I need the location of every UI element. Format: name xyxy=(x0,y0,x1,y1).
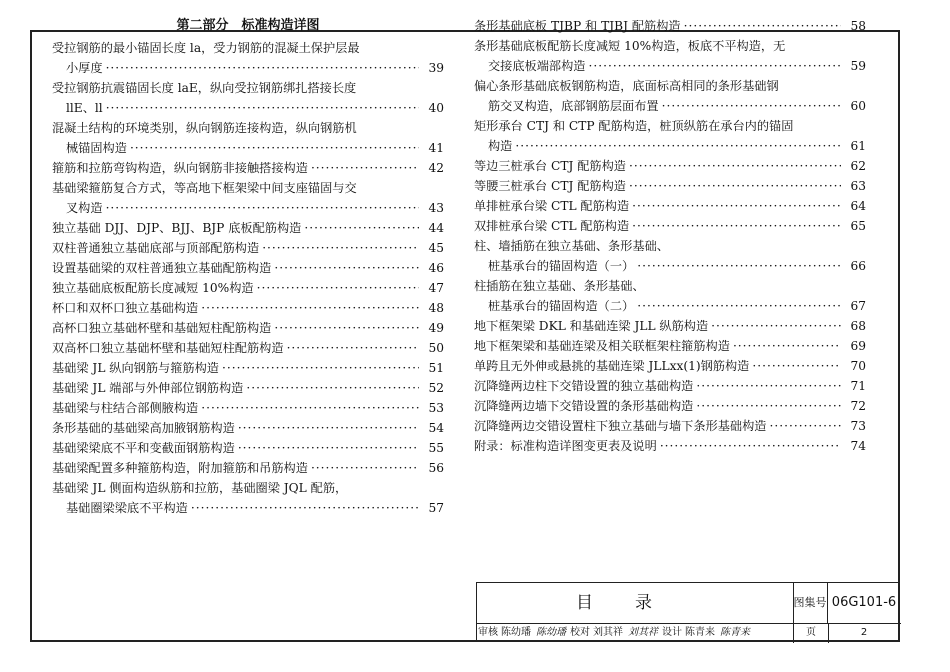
toc-page-number: 65 xyxy=(850,219,866,233)
toc-entry-last-line xyxy=(52,498,444,518)
toc-entry-last-line xyxy=(474,416,866,436)
toc-entry-last-line xyxy=(52,238,444,258)
toc-entry[interactable] xyxy=(52,258,444,278)
toc-entry-text: 等腰三桩承台 CTJ 配筋构造 xyxy=(474,179,626,193)
toc-page-number: 42 xyxy=(428,161,444,175)
title-block-title: 目录 xyxy=(477,583,794,624)
toc-entry[interactable] xyxy=(52,158,444,178)
leader-dots xyxy=(629,156,841,176)
toc-entry-last-line xyxy=(474,156,866,176)
toc-entry-last-line xyxy=(474,396,866,416)
leader-dots xyxy=(274,318,419,338)
toc-page-number: 48 xyxy=(428,301,444,315)
leader-dots xyxy=(130,138,419,158)
toc-page-number: 57 xyxy=(428,501,444,515)
toc-entry-last-line xyxy=(474,436,866,456)
toc-entry-last-line xyxy=(474,56,866,76)
leader-dots xyxy=(106,98,419,118)
toc-page-number: 40 xyxy=(428,101,444,115)
leader-dots xyxy=(106,198,419,218)
toc-entry-text: 桩基承台的锚固构造（二） xyxy=(488,299,635,313)
toc-entry-text: 独立基础底板配筋长度减短 10%构造 xyxy=(52,281,254,295)
toc-entry[interactable] xyxy=(52,478,444,518)
toc-entry-text: 柱、墙插筋在独立基础、条形基础、 xyxy=(474,239,669,253)
toc-entry-text: 柱插筋在独立基础、条形基础、 xyxy=(474,279,645,293)
toc-entry-last-line xyxy=(52,98,444,118)
leader-dots xyxy=(696,376,841,396)
leader-dots xyxy=(262,238,419,258)
leader-dots xyxy=(274,258,419,278)
toc-page-number: 73 xyxy=(850,419,866,433)
review-signature: 陈幼璠 xyxy=(536,627,566,638)
leader-dots xyxy=(257,278,419,298)
toc-entry[interactable] xyxy=(474,236,866,276)
toc-page-number: 41 xyxy=(428,141,444,155)
toc-entry-last-line xyxy=(52,278,444,298)
toc-entry-last-line xyxy=(474,196,866,216)
toc-entry-text: 筋交叉构造，底部钢筋层面布置 xyxy=(488,99,659,113)
toc-entry-text: 杯口和双杯口独立基础构造 xyxy=(52,301,199,315)
leader-dots xyxy=(246,378,419,398)
toc-page-number: 44 xyxy=(428,221,444,235)
leader-dots xyxy=(711,316,841,336)
toc-entry-text: 基础梁与柱结合部侧腋构造 xyxy=(52,401,199,415)
toc-entry[interactable] xyxy=(474,16,866,36)
toc-entry-text: 高杯口独立基础杯壁和基础短柱配筋构造 xyxy=(52,321,272,335)
toc-entry[interactable] xyxy=(52,418,444,438)
leader-dots xyxy=(696,396,841,416)
toc-entry-last-line xyxy=(52,318,444,338)
toc-entry[interactable] xyxy=(474,396,866,416)
toc-entry[interactable] xyxy=(52,178,444,218)
toc-entry[interactable] xyxy=(474,336,866,356)
toc-entry[interactable] xyxy=(474,436,866,456)
toc-page-number: 71 xyxy=(850,379,866,393)
leader-dots xyxy=(201,298,419,318)
toc-entry-last-line xyxy=(474,96,866,116)
toc-entry-last-line xyxy=(474,216,866,236)
toc-entry-text: 基础梁配置多种箍筋构造，附加箍筋和吊筋构造 xyxy=(52,461,308,475)
toc-entry-text: 设置基础梁的双柱普通独立基础配筋构造 xyxy=(52,261,272,275)
toc-entry-last-line xyxy=(52,198,444,218)
toc-entry[interactable] xyxy=(52,458,444,478)
toc-entry-text: 基础梁 JL 端部与外伸部位钢筋构造 xyxy=(52,381,244,395)
toc-entry[interactable] xyxy=(474,216,866,236)
toc-entry[interactable] xyxy=(474,76,866,116)
toc-entry-text: 沉降缝两边墙下交错设置的条形基础构造 xyxy=(474,399,694,413)
atlas-number: 06G101-6 xyxy=(827,583,901,624)
toc-entry-last-line xyxy=(52,338,444,358)
toc-entry-text: 条形基础底板配筋长度减短 10%构造，板底不平构造，无 xyxy=(474,39,786,53)
toc-entry-last-line xyxy=(474,136,866,156)
leader-dots xyxy=(684,16,841,36)
toc-entry-text: 独立基础 DJJ、DJP、BJJ、BJP 底板配筋构造 xyxy=(52,221,302,235)
toc-entry-text: 叉构造 xyxy=(66,201,103,215)
toc-entry-text: 双柱普通独立基础底部与顶部配筋构造 xyxy=(52,241,260,255)
toc-entry-last-line xyxy=(474,356,866,376)
toc-entry-last-line xyxy=(52,378,444,398)
toc-entry-text: 基础梁箍筋复合方式，等高地下框架梁中间支座锚固与交 xyxy=(52,181,357,195)
toc-page-number: 59 xyxy=(850,59,866,73)
toc-page-number: 58 xyxy=(850,19,866,33)
toc-entry-text: 双排桩承台梁 CTL 配筋构造 xyxy=(474,219,630,233)
title-block xyxy=(476,582,900,642)
toc-entry-text: 沉降缝两边交错设置柱下独立基础与墙下条形基础构造 xyxy=(474,419,767,433)
toc-entry[interactable] xyxy=(474,416,866,436)
toc-page-number: 39 xyxy=(428,61,444,75)
toc-entry-text: 单跨且无外伸或悬挑的基础连梁 JLLxx(1)钢筋构造 xyxy=(474,359,750,373)
toc-entry[interactable] xyxy=(52,238,444,258)
toc-entry[interactable] xyxy=(52,358,444,378)
toc-page-number: 49 xyxy=(428,321,444,335)
design-label: 设计 xyxy=(662,627,682,638)
toc-entry[interactable] xyxy=(474,116,866,156)
toc-entry-last-line xyxy=(52,138,444,158)
check-label: 校对 xyxy=(570,627,590,638)
leader-dots xyxy=(637,256,841,276)
leader-dots xyxy=(770,416,842,436)
leader-dots xyxy=(733,336,841,356)
leader-dots xyxy=(637,296,841,316)
toc-page-number: 54 xyxy=(428,421,444,435)
leader-dots xyxy=(660,436,841,456)
toc-entry-last-line xyxy=(474,296,866,316)
toc-entry[interactable] xyxy=(474,196,866,216)
toc-page-number: 53 xyxy=(428,401,444,415)
leader-dots xyxy=(238,418,419,438)
design-signature: 陈青来 xyxy=(720,627,750,638)
toc-entry-text: 附录：标准构造详图变更表及说明 xyxy=(474,439,657,453)
toc-page-number: 55 xyxy=(428,441,444,455)
toc-entry-text: 双高杯口独立基础杯壁和基础短柱配筋构造 xyxy=(52,341,284,355)
leader-dots xyxy=(632,216,841,236)
toc-page-number: 66 xyxy=(850,259,866,273)
toc-entry-text: 交接底板端部构造 xyxy=(488,59,586,73)
toc-entry-text: 单排桩承台梁 CTL 配筋构造 xyxy=(474,199,630,213)
toc-page-number: 47 xyxy=(428,281,444,295)
toc-entry[interactable] xyxy=(474,316,866,336)
toc-entry-text: 基础梁 JL 侧面构造纵筋和拉筋，基础圈梁 JQL 配筋， xyxy=(52,481,348,495)
leader-dots xyxy=(304,218,419,238)
toc-page-number: 67 xyxy=(850,299,866,313)
toc-entry-text: 基础梁 JL 纵向钢筋与箍筋构造 xyxy=(52,361,219,375)
leader-dots xyxy=(589,56,842,76)
toc-entry-text: 偏心条形基础底板钢筋构造，底面标高相同的条形基础钢 xyxy=(474,79,779,93)
toc-entry-last-line xyxy=(52,418,444,438)
toc-entry[interactable] xyxy=(52,378,444,398)
toc-page-number: 50 xyxy=(428,341,444,355)
toc-entry-last-line xyxy=(474,16,866,36)
toc-entry[interactable] xyxy=(52,298,444,318)
review-label: 审核 xyxy=(478,627,498,638)
toc-left-list xyxy=(52,38,444,518)
toc-entry-text: 小厚度 xyxy=(66,61,103,75)
toc-right-list xyxy=(474,16,866,456)
toc-entry-last-line xyxy=(52,58,444,78)
toc-entry-last-line xyxy=(474,376,866,396)
toc-entry-text: llE、ll xyxy=(66,101,103,115)
toc-entry-last-line xyxy=(52,358,444,378)
toc-entry[interactable] xyxy=(52,438,444,458)
toc-entry[interactable] xyxy=(52,118,444,158)
toc-entry[interactable] xyxy=(474,176,866,196)
leader-dots xyxy=(515,136,841,156)
toc-entry[interactable] xyxy=(474,356,866,376)
toc-entry-text: 沉降缝两边柱下交错设置的独立基础构造 xyxy=(474,379,694,393)
leader-dots xyxy=(222,358,419,378)
toc-entry[interactable] xyxy=(474,276,866,316)
toc-entry-text: 基础圈梁梁底不平构造 xyxy=(66,501,188,515)
toc-entry[interactable] xyxy=(474,36,866,76)
toc-page-number: 60 xyxy=(850,99,866,113)
toc-entry[interactable] xyxy=(474,156,866,176)
toc-entry-text: 地下框架梁和基础连梁及相关联框架柱箍筋构造 xyxy=(474,339,730,353)
toc-entry-text: 矩形承台 CTJ 和 CTP 配筋构造，桩顶纵筋在承台内的锚固 xyxy=(474,119,794,133)
leader-dots xyxy=(201,398,419,418)
toc-page-number: 72 xyxy=(850,399,866,413)
toc-entry-text: 地下框架梁 DKL 和基础连梁 JLL 纵筋构造 xyxy=(474,319,709,333)
toc-entry-text: 桩基承台的锚固构造（一） xyxy=(488,259,635,273)
toc-page-number: 56 xyxy=(428,461,444,475)
toc-entry-last-line xyxy=(52,258,444,278)
leader-dots xyxy=(106,58,419,78)
toc-left-column xyxy=(52,16,444,518)
toc-page-number: 43 xyxy=(428,201,444,215)
toc-page-number: 70 xyxy=(850,359,866,373)
toc-entry[interactable] xyxy=(52,218,444,238)
check-signature: 刘其祥 xyxy=(628,627,658,638)
toc-page-number: 63 xyxy=(850,179,866,193)
title-block-signature-row xyxy=(477,623,901,643)
toc-entry-last-line xyxy=(474,256,866,276)
toc-entry-text: 械锚固构造 xyxy=(66,141,127,155)
toc-entry-text: 基础梁梁底不平和变截面钢筋构造 xyxy=(52,441,235,455)
design-name: 陈青来 xyxy=(685,627,715,638)
toc-page-number: 74 xyxy=(850,439,866,453)
toc-page-number: 51 xyxy=(428,361,444,375)
leader-dots xyxy=(287,338,419,358)
leader-dots xyxy=(311,158,419,178)
leader-dots xyxy=(191,498,419,518)
toc-entry[interactable] xyxy=(52,278,444,298)
toc-entry-text: 混凝土结构的环境类别，纵向钢筋连接构造，纵向钢筋机 xyxy=(52,121,357,135)
toc-entry-text: 条形基础的基础梁高加腋钢筋构造 xyxy=(52,421,235,435)
toc-entry[interactable] xyxy=(52,78,444,118)
toc-entry-text: 等边三桩承台 CTJ 配筋构造 xyxy=(474,159,626,173)
toc-entry-last-line xyxy=(474,176,866,196)
toc-entry-last-line xyxy=(52,298,444,318)
toc-entry-last-line xyxy=(52,398,444,418)
toc-entry[interactable] xyxy=(52,398,444,418)
toc-entry-last-line xyxy=(474,316,866,336)
toc-entry-last-line xyxy=(474,336,866,356)
toc-page-number: 62 xyxy=(850,159,866,173)
check-name: 刘其祥 xyxy=(593,627,623,638)
toc-entry[interactable] xyxy=(474,376,866,396)
toc-entry-text: 箍筋和拉筋弯钩构造，纵向钢筋非接触搭接构造 xyxy=(52,161,308,175)
leader-dots xyxy=(311,458,419,478)
toc-entry[interactable] xyxy=(52,338,444,358)
toc-entry-text: 受拉钢筋的最小锚固长度 la，受力钢筋的混凝土保护层最 xyxy=(52,41,360,55)
toc-page-number: 68 xyxy=(850,319,866,333)
leader-dots xyxy=(629,176,841,196)
leader-dots xyxy=(662,96,841,116)
toc-entry-last-line xyxy=(52,218,444,238)
section-heading: 第二部分 标准构造详图 xyxy=(176,18,320,33)
toc-entry-last-line xyxy=(52,158,444,178)
toc-entry-text: 条形基础底板 TJBP 和 TJBJ 配筋构造 xyxy=(474,19,681,33)
page-number: 2 xyxy=(860,627,868,638)
toc-page-number: 52 xyxy=(428,381,444,395)
toc-right-column xyxy=(474,16,866,456)
toc-page-number: 46 xyxy=(428,261,444,275)
page-label: 页 xyxy=(793,623,829,643)
leader-dots xyxy=(238,438,419,458)
toc-entry-last-line xyxy=(52,438,444,458)
toc-page-number: 45 xyxy=(428,241,444,255)
review-name: 陈幼璠 xyxy=(501,627,531,638)
toc-entry-text: 构造 xyxy=(488,139,513,153)
toc-page-number: 64 xyxy=(850,199,866,213)
toc-entry-text: 受拉钢筋抗震锚固长度 laE，纵向受拉钢筋绑扎搭接长度 xyxy=(52,81,357,95)
toc-entry[interactable] xyxy=(52,318,444,338)
leader-dots xyxy=(632,196,841,216)
toc-entry-last-line xyxy=(52,458,444,478)
atlas-number-label: 图集号 xyxy=(793,583,828,624)
toc-page-number: 61 xyxy=(850,139,866,153)
leader-dots xyxy=(752,356,841,376)
toc-entry[interactable] xyxy=(52,38,444,78)
toc-page-number: 69 xyxy=(850,339,866,353)
